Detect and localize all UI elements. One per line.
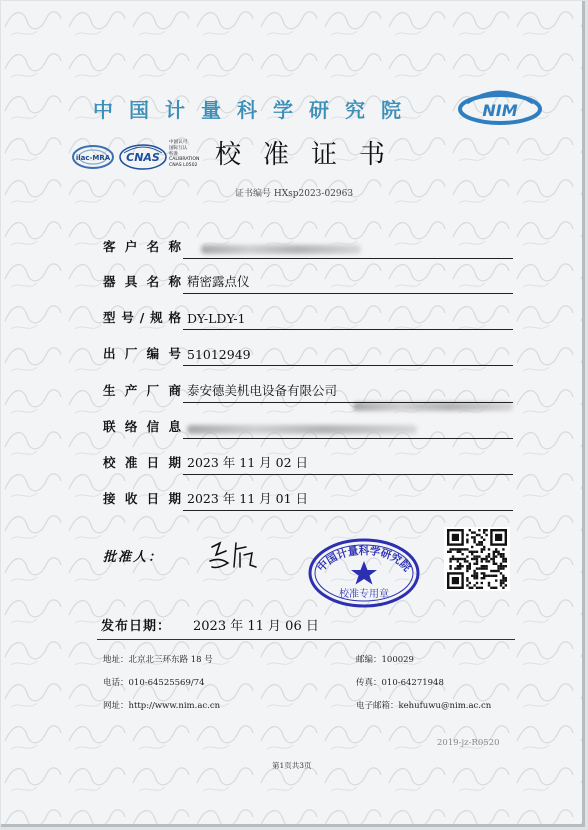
field-underline <box>183 258 513 259</box>
document-id: 2019-jz-R0520 <box>437 738 500 748</box>
contact-website: 网址：http://www.nim.ac.cn <box>103 701 221 711</box>
field-underline <box>183 438 513 439</box>
svg-text:ilac-MRA: ilac-MRA <box>75 154 111 162</box>
field-underline <box>183 293 513 294</box>
field-value: 2023 年 11 月 02 日 <box>187 455 308 470</box>
field-underline <box>183 510 513 511</box>
contact-address: 地址：北京北三环东路 18 号 <box>103 655 213 665</box>
field-model <box>103 306 513 330</box>
qr-code-icon <box>444 527 510 591</box>
certificate-number: 证书编号 HXsp2023-02963 <box>235 189 354 199</box>
field-client-name <box>103 235 513 259</box>
field-label: 联络信息 <box>103 419 181 434</box>
handwritten-signature <box>206 537 262 573</box>
redacted-contact-info <box>187 425 417 434</box>
redacted-manufacturer-extra <box>353 402 513 411</box>
field-value: 精密露点仪 <box>187 274 250 289</box>
svg-text:中国计量科学研究院: 中国计量科学研究院 <box>315 545 413 574</box>
svg-text:CNAS: CNAS <box>126 151 160 164</box>
field-value: DY-LDY-1 <box>187 311 246 326</box>
field-label: 出厂编号 <box>103 346 181 361</box>
field-value: 2023 年 11 月 01 日 <box>187 491 308 506</box>
field-contact-info <box>103 415 513 439</box>
contact-email: 电子邮箱：kehufuwu@nim.ac.cn <box>356 701 492 711</box>
field-serial-number <box>103 342 513 366</box>
cnas-accreditation-text: 中国认可 国际互认 校准 CALIBRATION CNAS L0502 <box>169 140 200 169</box>
field-underline <box>183 329 513 330</box>
field-label: 器具名称 <box>103 274 181 289</box>
field-label: 生产厂商 <box>103 383 181 398</box>
page-number: 第1页共3页 <box>272 761 312 770</box>
svg-text:NIM: NIM <box>482 101 518 120</box>
certificate-page <box>1 1 585 827</box>
issue-date-label: 发布日期： <box>101 619 172 634</box>
field-underline <box>183 474 513 475</box>
field-value: 51012949 <box>187 347 251 362</box>
certificate-title: 校准证书 <box>215 140 408 170</box>
field-manufacturer <box>103 379 513 403</box>
field-underline <box>183 365 513 366</box>
redacted-client-name <box>201 245 361 254</box>
issue-date-row <box>101 615 319 634</box>
field-label: 客户名称 <box>103 239 181 254</box>
field-instrument-name <box>103 270 513 294</box>
contact-phone: 电话：010-64525569/74 <box>103 678 205 688</box>
field-label: 接收日期 <box>103 491 181 506</box>
field-receipt-date <box>103 487 513 511</box>
contact-postcode: 邮编：100029 <box>356 655 414 665</box>
issue-date-value: 2023 年 11 月 06 日 <box>193 619 319 634</box>
nim-logo-icon <box>457 89 543 125</box>
field-label: 型号/规格 <box>103 310 181 325</box>
contact-fax: 传真：010-64271948 <box>356 678 444 688</box>
field-value: 泰安德美机电设备有限公司 <box>187 383 338 398</box>
institute-name: 中国计量科学研究院 <box>93 98 417 122</box>
field-calibration-date <box>103 451 513 475</box>
field-underline <box>183 402 513 403</box>
seal-bottom-text: 校准专用章 <box>339 589 389 600</box>
approver-label: 批准人： <box>103 550 164 565</box>
footer-divider <box>97 639 515 640</box>
field-label: 校准日期 <box>103 455 181 470</box>
cnas-logo-icon <box>118 143 168 171</box>
ilac-mra-logo-icon <box>71 144 115 170</box>
